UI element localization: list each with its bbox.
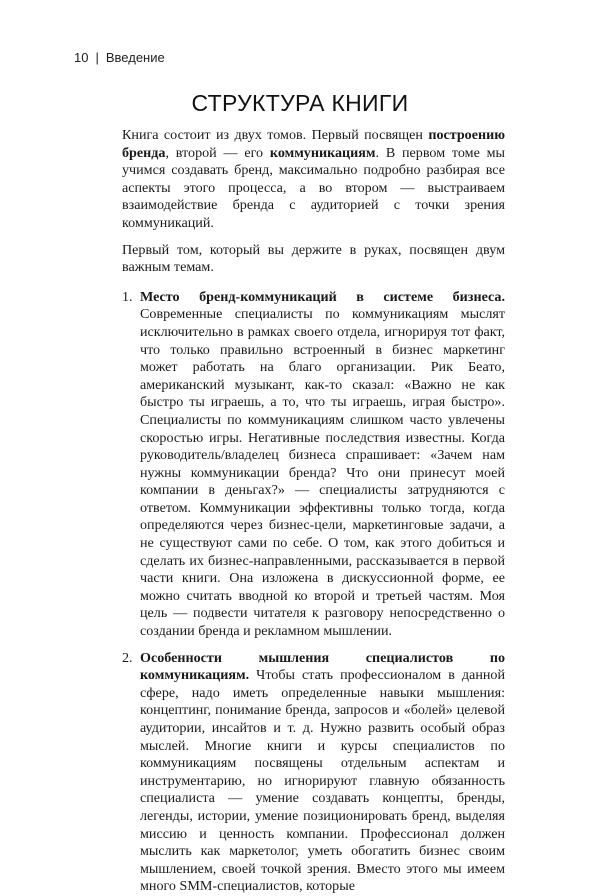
topic-list: [122, 289, 505, 896]
list-item-heading: Особенности мышления специалистов по коммуникациям.: [140, 649, 505, 684]
running-head-separator: |: [95, 50, 99, 65]
chapter-title: СТРУКТУРА КНИГИ: [191, 90, 409, 116]
section-name: Введение: [105, 50, 165, 65]
bold-term-communications: коммуникациям: [269, 144, 376, 161]
list-item-text: Современные специалисты по коммуникациям мыслят исключительно в рамках своего отдела, игнорируя тот факт, что только правильно встроенный в бизнес маркетинг может работать на благо организации. Рик Беато, американский музыкант, как-то сказал: «Важно не как быстро ты играешь, а то, что ты играешь, играя быстро». Специалисты по коммуникациям слишком часто увлечены скоростью игры. Негативные последствия известны. Когда руководитель/владелец бизнеса спрашивает: «Зачем нам нужны коммуникации бренда? Что они принесут моей компании в деньгах?» — специалисты затрудняются с ответом. Коммуникации эффективны только тогда, когда определяются через бизнес-цели, маркетинговые задачи, а не существуют сами по себе. О том, как этого добиться и сделать их бизнес-направленными, рассказывается в первой части книги. Она изложена в дискуссионной форме, ее можно считать вводной ко второй и третьей частям. Моя цель — подвести читателя к разговору непосредственно о создании бренда и рекламном мышлении.: [140, 306, 505, 640]
intro-paragraph-2: Первый том, который вы держите в руках, посвящен двум важным темам.: [122, 241, 505, 276]
page-number: 10: [74, 50, 89, 65]
list-item: [122, 289, 505, 641]
list-number: 1.: [122, 288, 133, 305]
bold-term-brand-building: построению бренда: [122, 127, 505, 161]
page-body: [122, 127, 505, 896]
list-item: [122, 650, 505, 896]
list-item-text: Чтобы стать профессионалом в данной сфере, надо иметь определенные навыки мышления: концептинг, понимание бренда, запросов и «болей» целевой аудитории, инсайтов и т. д. Нужно развить особый образ мыслей. Многие книги и курсы специалистов по коммуникациям посвящены отдельным аспектам и инструментарию, но игнорируют главную обязанность специалиста — умение создавать концепты, бренды, легенды, истории, умение позиционировать бренд, выделяя миссию и ценность компании. Профессионал должен мыслить как маркетолог, уметь обогатить бизнес своим мышлением, своей точкой зрения. Вместо этого мы имеем много SMM-специалистов, которые: [140, 667, 505, 895]
intro-text: . В первом томе мы учимся создавать бренд, максимально подробно разбирая все аспекты этого процесса, а во втором — выстраиваем взаимодействие бренда с аудиторией с точки зрения коммуникаций.: [122, 144, 505, 231]
list-item-heading: Место бренд-коммуникаций в системе бизнеса.: [140, 288, 505, 305]
intro-text: Книга состоит из двух томов. Первый посвящен: [122, 127, 429, 143]
intro-text: , второй — его: [165, 144, 270, 161]
running-head: [74, 50, 165, 65]
list-number: 2.: [122, 649, 133, 666]
intro-paragraph-1: [122, 127, 505, 233]
